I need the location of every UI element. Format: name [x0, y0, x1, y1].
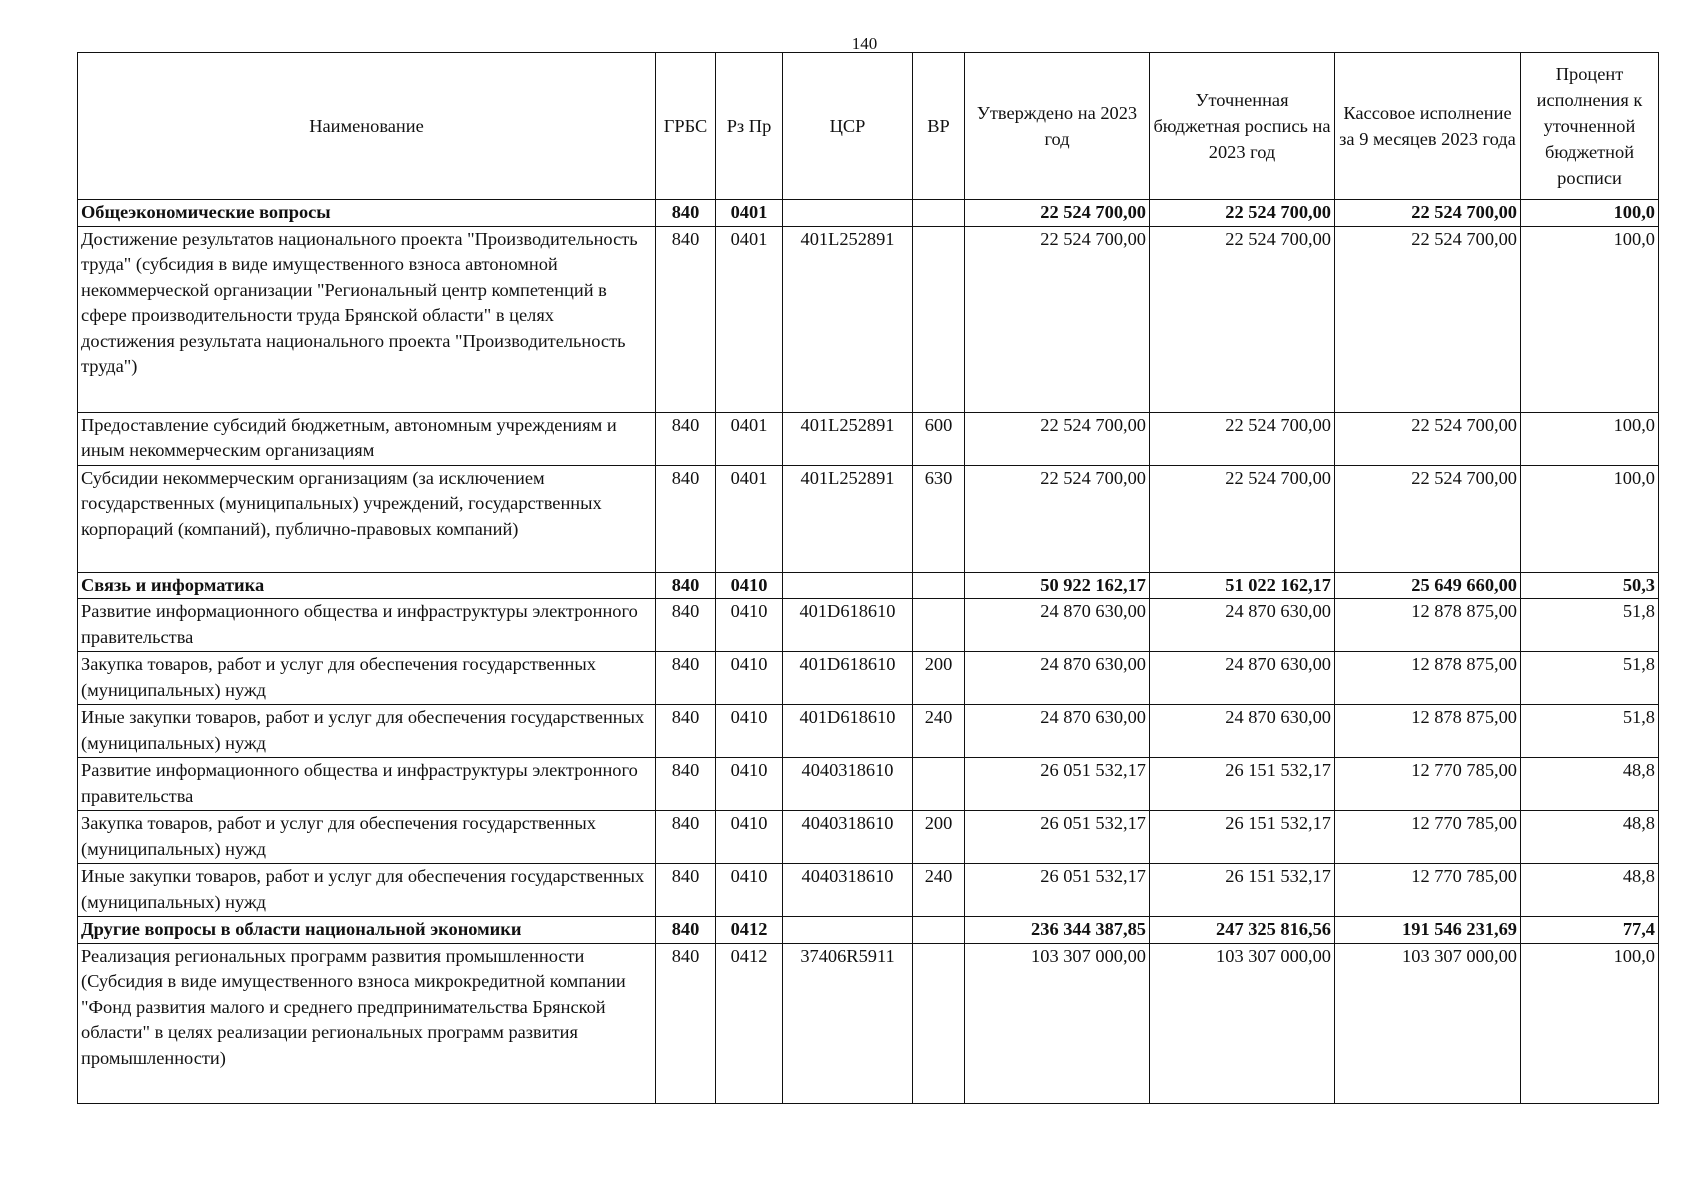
table-row	[78, 412, 1659, 465]
cell-cash: 22 524 700,00	[1335, 200, 1521, 227]
cell-vr	[913, 943, 965, 1103]
cell-grbs: 840	[656, 200, 716, 227]
cell-vr	[913, 572, 965, 599]
cell-vr: 630	[913, 465, 965, 572]
cell-grbs: 840	[656, 599, 716, 652]
cell-percent: 50,3	[1521, 572, 1659, 599]
cell-rzpr: 0410	[716, 652, 783, 705]
cell-grbs: 840	[656, 412, 716, 465]
cell-percent: 51,8	[1521, 652, 1659, 705]
cell-refined: 24 870 630,00	[1150, 652, 1335, 705]
cell-cash: 22 524 700,00	[1335, 465, 1521, 572]
cell-cash: 191 546 231,69	[1335, 917, 1521, 944]
cell-grbs: 840	[656, 572, 716, 599]
cell-approved: 22 524 700,00	[965, 226, 1150, 412]
cell-name: Связь и информатика	[78, 572, 656, 599]
cell-percent: 100,0	[1521, 200, 1659, 227]
header-percent: Процент исполнения к уточненной бюджетной росписи	[1521, 53, 1659, 200]
cell-csr: 37406R5911	[783, 943, 913, 1103]
cell-approved: 24 870 630,00	[965, 652, 1150, 705]
cell-percent: 100,0	[1521, 943, 1659, 1103]
cell-rzpr: 0410	[716, 758, 783, 811]
cell-grbs: 840	[656, 465, 716, 572]
table-row	[78, 864, 1659, 917]
cell-vr	[913, 758, 965, 811]
cell-percent: 100,0	[1521, 412, 1659, 465]
cell-vr	[913, 200, 965, 227]
cell-approved: 26 051 532,17	[965, 758, 1150, 811]
header-cash: Кассовое исполнение за 9 месяцев 2023 года	[1335, 53, 1521, 200]
cell-refined: 51 022 162,17	[1150, 572, 1335, 599]
cell-csr	[783, 572, 913, 599]
cell-refined: 26 151 532,17	[1150, 811, 1335, 864]
cell-grbs: 840	[656, 943, 716, 1103]
page-number: 140	[851, 34, 878, 53]
cell-name: Закупка товаров, работ и услуг для обеспечения государственных (муниципальных) нужд	[78, 811, 656, 864]
header-vr: ВР	[913, 53, 965, 200]
cell-rzpr: 0401	[716, 226, 783, 412]
cell-cash: 12 878 875,00	[1335, 705, 1521, 758]
table-row	[78, 465, 1659, 572]
cell-name: Иные закупки товаров, работ и услуг для обеспечения государственных (муниципальных) нужд	[78, 864, 656, 917]
cell-csr: 401L252891	[783, 412, 913, 465]
cell-grbs: 840	[656, 811, 716, 864]
cell-cash: 12 878 875,00	[1335, 599, 1521, 652]
cell-percent: 100,0	[1521, 226, 1659, 412]
cell-refined: 103 307 000,00	[1150, 943, 1335, 1103]
cell-csr	[783, 917, 913, 944]
cell-grbs: 840	[656, 705, 716, 758]
cell-refined: 26 151 532,17	[1150, 758, 1335, 811]
cell-rzpr: 0410	[716, 811, 783, 864]
cell-rzpr: 0410	[716, 864, 783, 917]
cell-grbs: 840	[656, 917, 716, 944]
cell-percent: 48,8	[1521, 758, 1659, 811]
table-row	[78, 652, 1659, 705]
cell-csr	[783, 200, 913, 227]
header-name: Наименование	[78, 53, 656, 200]
table-row	[78, 705, 1659, 758]
cell-name: Развитие информационного общества и инфраструктуры электронного правительства	[78, 599, 656, 652]
cell-vr: 600	[913, 412, 965, 465]
cell-percent: 77,4	[1521, 917, 1659, 944]
cell-rzpr: 0401	[716, 412, 783, 465]
cell-csr: 401L252891	[783, 465, 913, 572]
cell-csr: 401D618610	[783, 652, 913, 705]
cell-refined: 22 524 700,00	[1150, 226, 1335, 412]
cell-rzpr: 0401	[716, 465, 783, 572]
cell-vr: 200	[913, 811, 965, 864]
table-body	[78, 200, 1659, 1104]
cell-grbs: 840	[656, 652, 716, 705]
cell-approved: 24 870 630,00	[965, 599, 1150, 652]
cell-refined: 26 151 532,17	[1150, 864, 1335, 917]
cell-approved: 22 524 700,00	[965, 412, 1150, 465]
section-row	[78, 917, 1659, 944]
cell-name: Достижение результатов национального проекта "Производительность труда" (субсидия в виде имущественного взноса автономной некоммерческой организации "Региональный центр компетенций в сфере производительности труда Брянской области" в целях достижения результата национального проекта "Производительность труда")	[78, 226, 656, 412]
cell-cash: 103 307 000,00	[1335, 943, 1521, 1103]
section-row	[78, 572, 1659, 599]
table-header-row	[78, 53, 1659, 200]
cell-approved: 22 524 700,00	[965, 465, 1150, 572]
cell-approved: 103 307 000,00	[965, 943, 1150, 1103]
cell-name: Предоставление субсидий бюджетным, автономным учреждениям и иным некоммерческим организациям	[78, 412, 656, 465]
cell-percent: 48,8	[1521, 811, 1659, 864]
cell-refined: 247 325 816,56	[1150, 917, 1335, 944]
cell-name: Закупка товаров, работ и услуг для обеспечения государственных (муниципальных) нужд	[78, 652, 656, 705]
table-row	[78, 943, 1659, 1103]
cell-approved: 236 344 387,85	[965, 917, 1150, 944]
header-csr: ЦСР	[783, 53, 913, 200]
cell-csr: 4040318610	[783, 864, 913, 917]
cell-approved: 24 870 630,00	[965, 705, 1150, 758]
cell-grbs: 840	[656, 758, 716, 811]
cell-rzpr: 0412	[716, 943, 783, 1103]
cell-rzpr: 0412	[716, 917, 783, 944]
cell-rzpr: 0401	[716, 200, 783, 227]
table-row	[78, 758, 1659, 811]
cell-cash: 22 524 700,00	[1335, 226, 1521, 412]
cell-vr	[913, 226, 965, 412]
cell-percent: 100,0	[1521, 465, 1659, 572]
cell-approved: 26 051 532,17	[965, 864, 1150, 917]
cell-rzpr: 0410	[716, 599, 783, 652]
table-row	[78, 811, 1659, 864]
section-row	[78, 200, 1659, 227]
cell-vr	[913, 917, 965, 944]
header-grbs: ГРБС	[656, 53, 716, 200]
cell-approved: 26 051 532,17	[965, 811, 1150, 864]
cell-refined: 22 524 700,00	[1150, 465, 1335, 572]
cell-approved: 22 524 700,00	[965, 200, 1150, 227]
cell-cash: 25 649 660,00	[1335, 572, 1521, 599]
cell-name: Субсидии некоммерческим организациям (за исключением государственных (муниципальных) учреждений, государственных корпораций (компаний), публично-правовых компаний)	[78, 465, 656, 572]
cell-csr: 401D618610	[783, 599, 913, 652]
cell-name: Развитие информационного общества и инфраструктуры электронного правительства	[78, 758, 656, 811]
cell-rzpr: 0410	[716, 705, 783, 758]
cell-rzpr: 0410	[716, 572, 783, 599]
cell-vr: 240	[913, 705, 965, 758]
cell-cash: 12 770 785,00	[1335, 758, 1521, 811]
cell-csr: 401L252891	[783, 226, 913, 412]
cell-csr: 4040318610	[783, 811, 913, 864]
cell-cash: 22 524 700,00	[1335, 412, 1521, 465]
header-approved: Утверждено на 2023 год	[965, 53, 1150, 200]
cell-refined: 24 870 630,00	[1150, 705, 1335, 758]
table-row	[78, 226, 1659, 412]
budget-execution-table	[77, 52, 1659, 1104]
header-rzpr: Рз Пр	[716, 53, 783, 200]
cell-refined: 24 870 630,00	[1150, 599, 1335, 652]
cell-vr: 200	[913, 652, 965, 705]
cell-cash: 12 878 875,00	[1335, 652, 1521, 705]
cell-name: Реализация региональных программ развития промышленности (Субсидия в виде имущественного взноса микрокредитной компании "Фонд развития малого и среднего предпринимательства Брянской области" в целях реализации региональных программ развития промышленности)	[78, 943, 656, 1103]
cell-refined: 22 524 700,00	[1150, 200, 1335, 227]
cell-approved: 50 922 162,17	[965, 572, 1150, 599]
cell-cash: 12 770 785,00	[1335, 864, 1521, 917]
cell-name: Иные закупки товаров, работ и услуг для обеспечения государственных (муниципальных) нужд	[78, 705, 656, 758]
cell-percent: 48,8	[1521, 864, 1659, 917]
cell-percent: 51,8	[1521, 705, 1659, 758]
cell-name: Другие вопросы в области национальной экономики	[78, 917, 656, 944]
cell-grbs: 840	[656, 864, 716, 917]
cell-csr: 401D618610	[783, 705, 913, 758]
cell-name: Общеэкономические вопросы	[78, 200, 656, 227]
cell-vr	[913, 599, 965, 652]
header-refined: Уточненная бюджетная роспись на 2023 год	[1150, 53, 1335, 200]
table-row	[78, 599, 1659, 652]
cell-cash: 12 770 785,00	[1335, 811, 1521, 864]
cell-percent: 51,8	[1521, 599, 1659, 652]
cell-grbs: 840	[656, 226, 716, 412]
cell-refined: 22 524 700,00	[1150, 412, 1335, 465]
cell-csr: 4040318610	[783, 758, 913, 811]
cell-vr: 240	[913, 864, 965, 917]
